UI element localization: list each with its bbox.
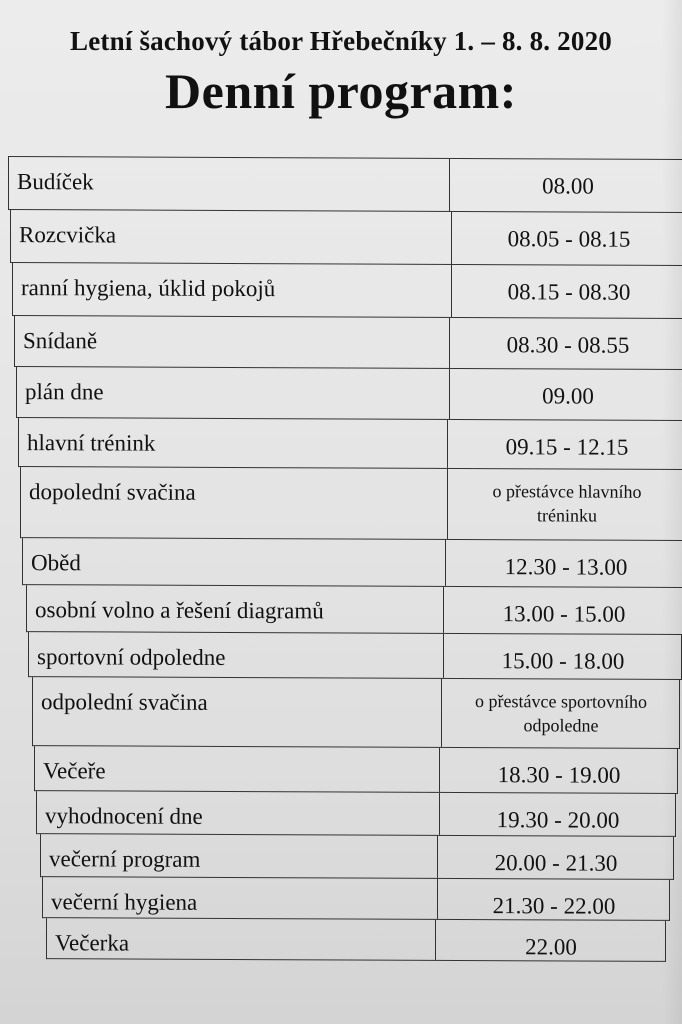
time-cell: 13.00 - 15.00	[502, 601, 626, 627]
schedule-row	[10, 210, 682, 266]
page-title: Denní program:	[165, 63, 517, 119]
schedule-row	[18, 418, 682, 470]
time-cell: 21.30 - 22.00	[492, 893, 616, 919]
page-shadow	[662, 0, 682, 1024]
schedule-row	[40, 834, 674, 880]
activity-cell: večerní hygiena	[51, 889, 198, 915]
column-divider	[435, 920, 436, 960]
time-cell: 08.00	[542, 173, 594, 199]
activity-cell: vyhodnocení dne	[45, 803, 203, 829]
schedule-row	[12, 263, 682, 319]
time-note-cell: o přestávce sportovního odpoledne	[475, 691, 647, 736]
column-divider	[443, 634, 444, 678]
column-divider	[447, 420, 448, 468]
activity-cell: Večeře	[43, 758, 106, 784]
column-divider	[451, 265, 452, 317]
schedule-row	[46, 918, 666, 962]
activity-cell: odpolední svačina	[41, 689, 208, 715]
column-divider	[445, 540, 446, 586]
time-cell: 22.00	[525, 934, 577, 960]
camp-subtitle: Letní šachový tábor Hřebečníky 1. – 8. 8. 2020	[70, 26, 612, 56]
activity-cell: dopolední svačina	[29, 479, 196, 505]
activity-cell: ranní hygiena, úklid pokojů	[21, 275, 276, 302]
column-divider	[441, 679, 442, 747]
activity-cell: Večerka	[55, 930, 130, 956]
column-divider	[439, 793, 440, 835]
activity-cell: Budíček	[17, 169, 94, 195]
column-divider	[437, 879, 438, 919]
time-cell: 08.15 - 08.30	[507, 279, 631, 305]
column-divider	[449, 318, 450, 368]
time-cell: 09.15 - 12.15	[505, 434, 629, 460]
schedule-table	[4, 156, 682, 962]
time-cell: 08.30 - 08.55	[506, 332, 630, 358]
schedule-row	[32, 677, 680, 749]
time-note-cell: o přestávce hlavního tréninku	[492, 481, 642, 526]
schedule-row	[20, 467, 682, 541]
schedule-row	[14, 316, 682, 370]
time-cell: 08.05 - 08.15	[507, 226, 631, 252]
schedule-row	[8, 156, 682, 213]
activity-cell: Oběd	[31, 550, 81, 576]
schedule-row	[22, 538, 682, 588]
column-divider	[447, 469, 448, 539]
column-divider	[449, 369, 450, 419]
column-divider	[443, 587, 444, 633]
activity-cell: plán dne	[25, 379, 104, 405]
schedule-row	[26, 585, 682, 635]
schedule-row	[36, 791, 676, 837]
time-cell: 15.00 - 18.00	[501, 648, 625, 674]
activity-cell: Snídaně	[23, 328, 98, 354]
column-divider	[451, 212, 452, 264]
activity-cell: Rozcvička	[19, 222, 117, 248]
column-divider	[437, 836, 438, 878]
time-cell: 19.30 - 20.00	[496, 807, 620, 833]
schedule-row	[42, 877, 670, 921]
activity-cell: sportovní odpoledne	[37, 644, 226, 670]
time-cell: 20.00 - 21.30	[494, 850, 618, 876]
time-cell: 18.30 - 19.00	[497, 762, 621, 788]
schedule-row	[16, 367, 682, 421]
activity-cell: osobní volno a řešení diagramů	[35, 597, 324, 624]
column-divider	[449, 159, 450, 211]
column-divider	[439, 748, 440, 792]
schedule-row	[34, 746, 678, 794]
activity-cell: večerní program	[49, 846, 201, 872]
time-cell: 12.30 - 13.00	[504, 554, 628, 580]
schedule-row	[28, 632, 682, 680]
activity-cell: hlavní trénink	[27, 430, 156, 456]
time-cell: 09.00	[542, 383, 594, 409]
